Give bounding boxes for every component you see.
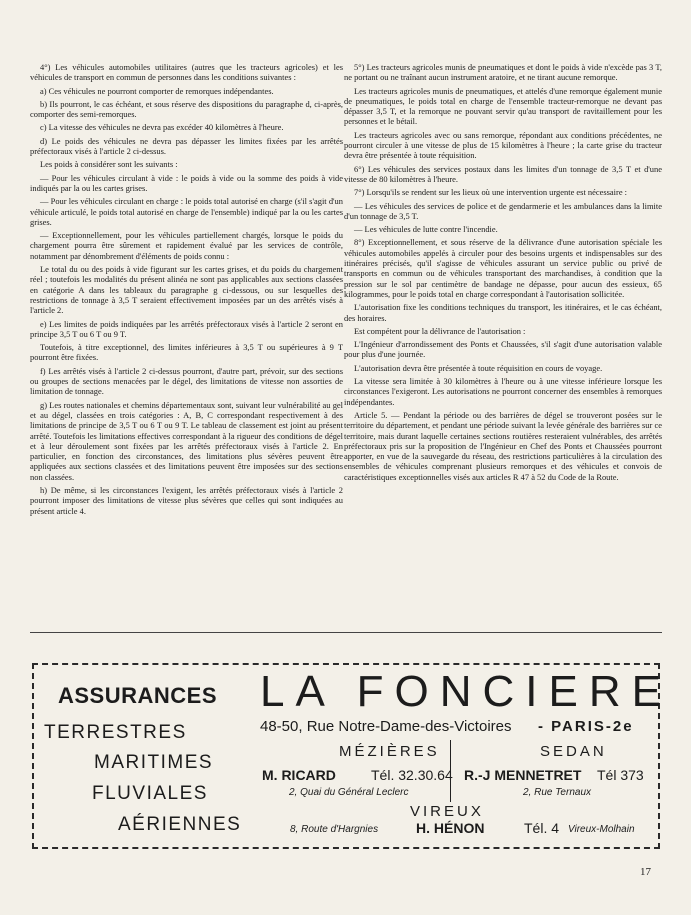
paragraph: 5°) Les tracteurs agricoles munis de pneumatiques et dont le poids à vide n'excède pas 3 T, ne portant ou ne traînant aucun instrument aratoire, et ne tirant aucune remorque. [344,62,662,83]
agency-city-sedan: SEDAN [540,743,607,760]
paragraph: L'autorisation devra être présentée à toute réquisition en cours de voyage. [354,362,603,373]
paragraph: L'Ingénieur d'arrondissement des Ponts et Chaussées, s'il s'agit d'une autorisation valable pour plus d'une journée. [344,339,662,360]
brand-name: LA FONCIERE [260,667,672,716]
paragraph: Est compétent pour la délivrance de l'autorisation : [354,325,526,336]
paragraph: c) La vitesse des véhicules ne devra pas excéder 40 kilomètres à l'heure. [40,122,284,133]
paragraph: 4°) Les véhicules automobiles utilitaires (autres que les tracteurs agricoles) et les véhicules de transport en commun de personnes dans les conditions suivantes : [30,62,343,83]
paragraph: 7°) Lorsqu'ils se rendent sur les lieux où une intervention urgente est nécessaire : [354,187,628,198]
insurer-label: ASSURANCES [58,683,218,708]
paragraph: g) Les routes nationales et chemins départementaux sont, suivant leur vulnérabilité au gel et au dégel, classées en trois catégories : A, B, C correspondant respectivement à des limitations de principe de 3,5 T ou 6 T ou 9 T. Le tableau de classement est joint au présent arrêté. Toutefois les limitations effectives correspondant à la rigueur des conditions de dégel et à leur déroulement sont fixées par les arrêtés préfectoraux visés à l'article 2. En particulier, en fonction des circonstances, des limitations plus sévères peuvent être appliquées aux sections classées et des limitations peuvent être imposées sur des sections non classées. [30,399,343,482]
page-number: 17 [640,866,651,878]
paragraph: 6°) Les véhicules des services postaux dans les limites d'un tonnage de 3,5 T et d'une vitesse de 80 kilomètres à l'heure. [344,163,662,184]
paragraph: h) De même, si les circonstances l'exigent, les arrêtés préfectoraux visés à l'article 2 pourront imposer des limitations de vitesse plus sévères que celles qui sont indiquées au présent article 4. [30,484,343,516]
paragraph: — Pour les véhicules circulant en charge : le poids total autorisé en charge (s'il s'agit d'un véhicule articulé, le poids total autorisé en charge de l'ensemble) indiqué par la ou les cartes grises. [30,196,343,227]
agent-name: M. RICARD [262,767,336,783]
paragraph: — Pour les véhicules circulant à vide : le poids à vide ou la somme des poids à vide indiqués par la ou les cartes grises. [30,172,343,193]
agency-city-mezieres: MÉZIÈRES [339,743,440,760]
insurance-line: MARITIMES [94,752,214,773]
insurance-line: TERRESTRES [44,722,187,743]
insurance-line: FLUVIALES [92,783,208,804]
agent-locality: Vireux-Molhain [568,824,635,835]
paragraph: Toutefois, à titre exceptionnel, des limites inférieures à 3,5 T ou supérieures à 9 T pourront être fixées. [30,342,343,363]
agent-street: 2, Rue Ternaux [523,787,592,798]
paragraph: b) Ils pourront, le cas échéant, et sous réserve des dispositions du paragraphe d, ci-après, comporter des semi-remorques. [30,98,343,120]
hq-address: 48-50, Rue Notre-Dame-des-Victoires [260,718,512,735]
agent-phone: Tél 373 [597,767,644,783]
agent-name: H. HÉNON [416,820,485,836]
left-text-column [30,62,343,519]
paragraph: d) Le poids des véhicules ne devra pas dépasser les limites fixées par les arrêtés préfectoraux visés à l'article 2 ci-dessus. [30,135,343,157]
agent-street: 2, Quai du Général Leclerc [289,787,409,798]
agency-city-vireux: VIREUX [410,803,484,820]
agent-street: 8, Route d'Hargnies [290,824,379,835]
paragraph: f) Les arrêtés visés à l'article 2 ci-dessus pourront, d'autre part, prévoir, sur des sections ou groupes de sections menacées par le dégel, des limitations de vitesse non assorties de limitation de tonnage. [30,365,343,397]
hq-city: - PARIS-2e [538,718,634,735]
column-separator [450,740,451,802]
right-text-column [344,62,662,485]
paragraph: Article 5. — Pendant la période ou des barrières de dégel se trouveront posées sur le territoire du département, et pendant une période suivant la levée générale des barrières sur ce territoire, mais durant laquelle certaines sections routières resteraient vulnérables, des arrêtés préfectoraux pris sur la proposition de l'Ingénieur en Chef des Ponts et Chaussées pourront apporter, en vue de la sauvegarde du réseau, des restrictions particulières à la circulation des ensembles de véhicules comprenant plusieurs remorques et des véhicules et convois de caractéristiques exceptionnelles visés aux articles R 47 à 52 du Code de la Route. [344,409,662,482]
insurance-advertisement [32,663,672,849]
paragraph: 8°) Exceptionnellement, et sous réserve de la délivrance d'une autorisation spéciale les véhicules automobiles appelés à circuler pour des besoins urgents et indispensables sur des itinéraires précisés, qu'il s'agisse de véhicules assurant un service public ou privé de transports en commun ou de véhicules transportant des marchandises, à condition que la pression sur le sol par centimètre de bandage ne dépasse, pour aucun des essieux, 65 kilogrammes, pour le poids total en charge correspondant à l'autorisation sollicitée. [344,237,662,299]
paragraph: Les poids à considérer sont les suivants : [40,159,178,170]
paragraph: Les tracteurs agricoles avec ou sans remorque, répondant aux conditions précédentes, ne pourront circuler à une vitesse de plus de 15 kilomètres à l'heure ; la carte grise du tracteur devra être présentée à toute réquisition. [344,129,662,161]
agent-phone: Tél. 4 [524,820,560,836]
paragraph: L'autorisation fixe les conditions techniques du transport, les itinéraires, et le cas échéant, des horaires. [344,302,662,323]
section-divider [30,632,662,633]
paragraph: e) Les limites de poids indiquées par les arrêtés préfectoraux visés à l'article 2 seront en principe 3,5 T ou 6 T ou 9 T. [30,318,343,339]
paragraph: La vitesse sera limitée à 30 kilomètres à l'heure ou à une vitesse inférieure lorsque les circonstances l'exigeront. Les autorisations ne pourront concerner des ensembles à remorques indépendantes. [344,376,662,407]
paragraph: — Les véhicules de lutte contre l'incendie. [354,224,498,235]
paragraph: — Les véhicules des services de police et de gendarmerie et les ambulances dans la limite d'un tonnage de 3,5 T. [344,200,662,221]
paragraph: Le total du ou des poids à vide figurant sur les cartes grises, et du poids du chargement réel ; toutefois les modalités du présent alinéa ne sont pas applicables aux sections classées en catégorie A dans les tableaux du paragraphe g ci-dessous, ou sur lesquelles des restrictions de tonnage à 3,5 T seraient effectivement imposées par un des arrêtés visés à l'article 2. [30,264,343,316]
paragraph: Les tracteurs agricoles munis de pneumatiques, et attelés d'une remorque également munie de pneumatiques, le poids total en charge de l'ensemble tracteur-remorque ne devant pas dépasser 3,5 T, et la remorque ne pouvant servir qu'au transport de ravitaillement pour les personnes et le bétail. [344,85,662,127]
insurance-line: AÉRIENNES [118,814,242,835]
paragraph: a) Ces véhicules ne pourront comporter de remorques indépendantes. [40,85,274,96]
paragraph: — Exceptionnellement, pour les véhicules partiellement chargés, lorsque le poids du chargement pourra être sûrement et rapidement évalué par les services de contrôle, notamment par dénombrement d'éléments de poids connu : [30,230,343,261]
agent-name: R.-J MENNETRET [464,767,582,783]
agent-phone: Tél. 32.30.64 [371,767,453,783]
